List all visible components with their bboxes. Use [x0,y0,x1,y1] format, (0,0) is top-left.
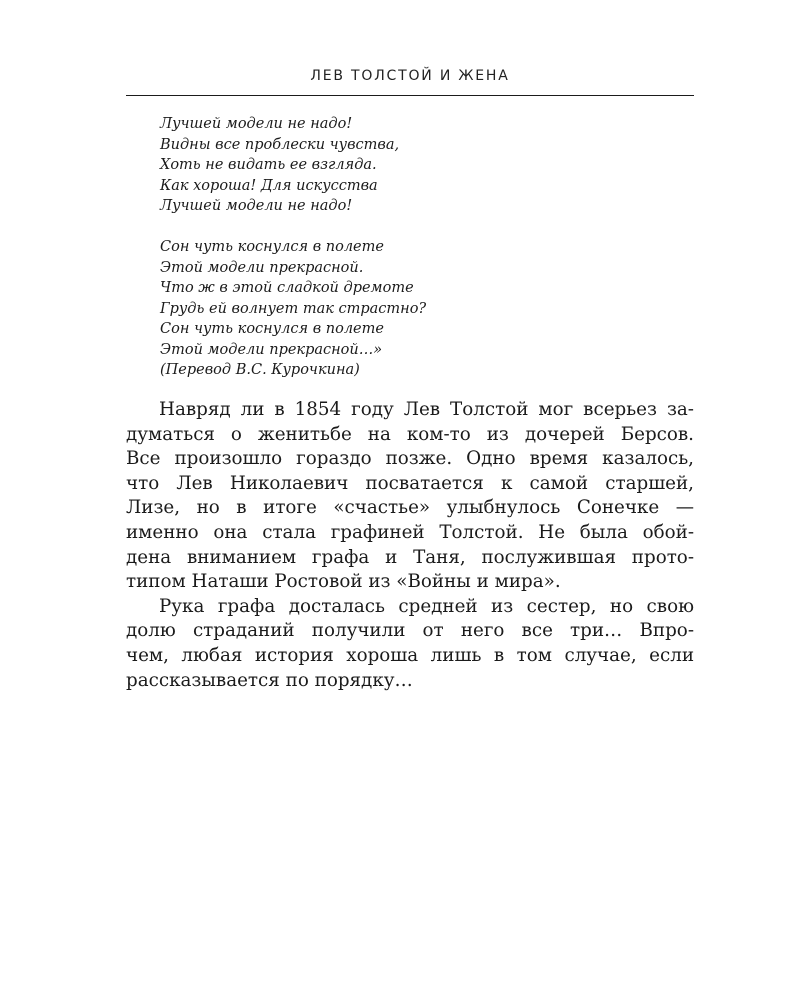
text-line: чем, любая история хороша лишь в том случае, если [126,644,694,666]
text-line: Рука графа досталась средней из сестер, но свою [159,595,694,617]
poem-line: Хоть не видать ее взгляда. [160,157,377,173]
poem-line: Сон чуть коснулся в полете [160,321,384,337]
paragraph-2 [126,595,694,693]
text-line: долю страданий получили от него все три… Впро- [126,620,694,642]
poem-line: Грудь ей волнует так страстно? [160,300,427,317]
body-text [126,398,694,693]
poem-line: Как хороша! Для искусства [160,177,378,194]
header-divider [126,95,694,96]
poem-line: Лучшей модели не надо! [160,116,353,132]
text-line: Навряд ли в 1854 году Лев Толстой мог всерьез за- [159,399,694,420]
poem-line: Что ж в этой сладкой дремоте [160,280,414,296]
poem-stanza-1 [160,114,680,217]
poem-line: Сон чуть коснулся в полете [160,239,384,255]
poem-line: Этой модели прекрасной. [160,259,364,276]
poem-line: Видны все проблески чувства, [160,136,400,153]
running-header: ЛЕВ ТОЛСТОЙ И ЖЕНА [310,68,510,84]
text-line: рассказывается по порядку… [126,669,413,691]
poem-line: Лучшей модели не надо! [160,198,353,214]
translation-attribution: (Перевод В.С. Курочкина) [160,362,360,378]
text-line: что Лев Николаевич посватается к самой старшей, [126,472,694,494]
text-line: Лизе, но в итоге «счастье» улыбнулось Сонечке — [126,497,694,519]
text-line: именно она стала графиней Толстой. Не была обой- [126,521,694,543]
poem-stanza-2 [160,237,680,381]
poem-block [160,114,680,381]
text-line: думаться о женитьбе на ком-то из дочерей Берсов. [126,423,694,445]
text-line: Все произошло гораздо позже. Одно время казалось, [126,448,694,470]
text-line: типом Наташи Ростовой из «Войны и мира». [126,571,561,593]
poem-line: Этой модели прекрасной…» [160,341,383,358]
text-line: дена вниманием графа и Таня, послужившая прото- [126,546,694,568]
paragraph-1 [126,398,694,595]
